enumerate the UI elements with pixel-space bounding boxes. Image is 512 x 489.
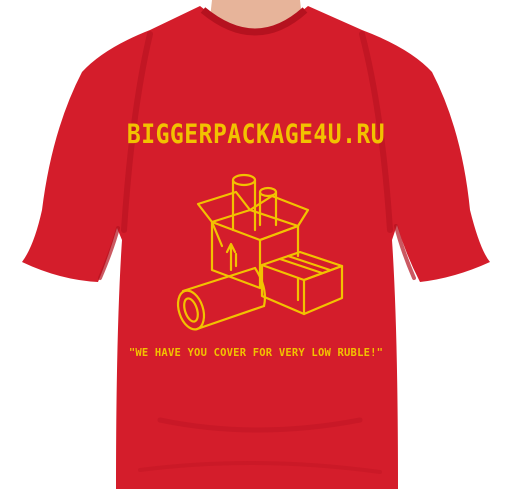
shirt-print-slogan: "WE HAVE YOU COVER FOR VERY LOW RUBLE!" — [128, 347, 384, 359]
shirt-print-title: BIGGERPACKAGE4U.RU — [126, 120, 386, 150]
